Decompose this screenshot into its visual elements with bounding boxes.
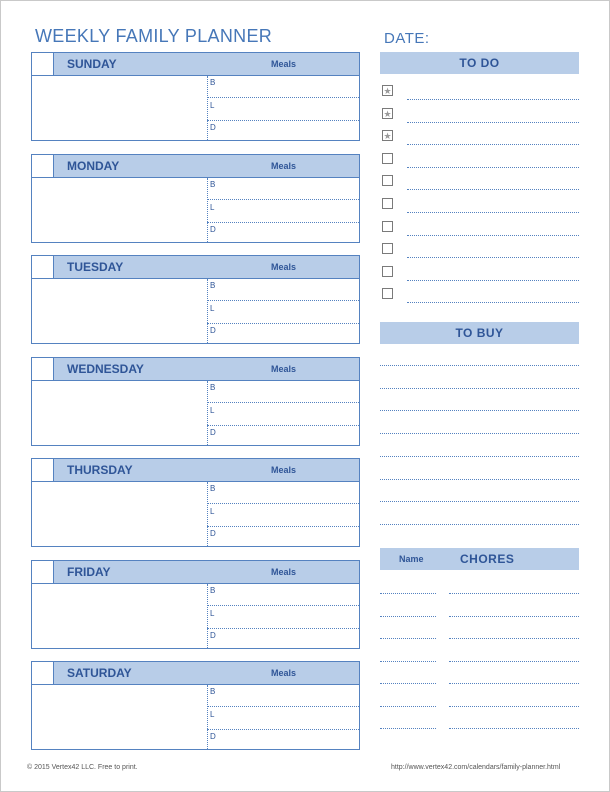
to-buy-line[interactable]	[380, 433, 579, 434]
todo-item[interactable]	[380, 240, 579, 258]
meal-letter: D	[210, 529, 216, 538]
chore-task-line[interactable]	[449, 706, 579, 707]
meals-label: Meals	[271, 567, 297, 577]
day-header	[32, 53, 359, 76]
meal-letter: B	[210, 484, 216, 493]
day-block-sunday	[31, 52, 360, 141]
chore-name-line[interactable]	[380, 728, 436, 729]
chore-task-line[interactable]	[449, 616, 579, 617]
meal-letter: B	[210, 78, 216, 87]
todo-line	[407, 167, 579, 168]
todo-line	[407, 212, 579, 213]
meal-row[interactable]	[207, 201, 359, 223]
meal-row[interactable]	[207, 685, 359, 707]
meal-letter: L	[210, 101, 215, 110]
meal-letter: L	[210, 203, 215, 212]
to-buy-line[interactable]	[380, 456, 579, 457]
meal-row[interactable]	[207, 730, 359, 752]
meal-row[interactable]	[207, 279, 359, 301]
meal-letter: B	[210, 687, 216, 696]
page-title: WEEKLY FAMILY PLANNER	[35, 26, 273, 46]
todo-title: TO DO	[459, 56, 500, 70]
meal-row[interactable]	[207, 607, 359, 629]
meal-letter: B	[210, 281, 216, 290]
todo-line	[407, 302, 579, 303]
meal-letter: B	[210, 180, 216, 189]
todo-item[interactable]	[380, 127, 579, 145]
todo-header	[380, 52, 579, 74]
meal-row[interactable]	[207, 178, 359, 200]
meal-line	[207, 605, 359, 606]
meal-line	[207, 300, 359, 301]
chore-task-line[interactable]	[449, 638, 579, 639]
checkbox-icon[interactable]	[382, 175, 393, 186]
meal-letter: D	[210, 631, 216, 640]
day-tab	[32, 459, 54, 481]
meals-label: Meals	[271, 262, 297, 272]
todo-item[interactable]	[380, 263, 579, 281]
todo-item[interactable]	[380, 195, 579, 213]
todo-item[interactable]	[380, 105, 579, 123]
todo-line	[407, 122, 579, 123]
day-header	[32, 459, 359, 482]
meal-letter: D	[210, 123, 216, 132]
to-buy-line[interactable]	[380, 524, 579, 525]
todo-line	[407, 144, 579, 145]
todo-item[interactable]	[380, 285, 579, 303]
day-name: WEDNESDAY	[67, 362, 144, 376]
chores-title: CHORES	[460, 552, 515, 566]
todo-line	[407, 280, 579, 281]
meals-label: Meals	[271, 364, 297, 374]
chore-name-line[interactable]	[380, 638, 436, 639]
meal-line	[207, 503, 359, 504]
meals-label: Meals	[271, 161, 297, 171]
todo-line	[407, 189, 579, 190]
day-header	[32, 358, 359, 381]
day-header	[32, 155, 359, 178]
meal-row[interactable]	[207, 584, 359, 606]
meal-line	[207, 402, 359, 403]
chore-name-line[interactable]	[380, 661, 436, 662]
checkbox-icon[interactable]	[382, 198, 393, 209]
meal-letter: D	[210, 428, 216, 437]
todo-line	[407, 99, 579, 100]
todo-line	[407, 235, 579, 236]
day-block-thursday	[31, 458, 360, 547]
meal-line	[207, 706, 359, 707]
meal-row[interactable]	[207, 381, 359, 403]
day-name: SATURDAY	[67, 666, 132, 680]
to-buy-line[interactable]	[380, 410, 579, 411]
todo-item[interactable]	[380, 218, 579, 236]
meal-row[interactable]	[207, 629, 359, 651]
meal-row[interactable]	[207, 76, 359, 98]
day-header	[32, 662, 359, 685]
date-label: DATE:	[384, 30, 430, 47]
meal-row[interactable]	[207, 482, 359, 504]
day-block-wednesday	[31, 357, 360, 446]
meal-letter: B	[210, 383, 216, 392]
meals-label: Meals	[271, 59, 297, 69]
star-icon[interactable]: ★	[383, 108, 392, 119]
day-name: TUESDAY	[67, 260, 124, 274]
day-tab	[32, 155, 54, 177]
meal-letter: L	[210, 304, 215, 313]
meal-row[interactable]	[207, 527, 359, 549]
to-buy-line[interactable]	[380, 365, 579, 366]
day-header	[32, 256, 359, 279]
footer-url[interactable]: http://www.vertex42.com/calendars/family-planner.html	[391, 764, 561, 771]
checkbox-icon[interactable]	[382, 153, 393, 164]
meal-letter: D	[210, 732, 216, 741]
todo-item[interactable]	[380, 82, 579, 100]
meal-line	[207, 97, 359, 98]
chore-task-line[interactable]	[449, 728, 579, 729]
chore-task-line[interactable]	[449, 661, 579, 662]
checkbox-icon[interactable]	[382, 221, 393, 232]
day-tab	[32, 256, 54, 278]
todo-line	[407, 257, 579, 258]
meal-row[interactable]	[207, 223, 359, 245]
meal-row[interactable]	[207, 505, 359, 527]
chores-header	[380, 548, 579, 570]
meals-label: Meals	[271, 668, 297, 678]
day-block-tuesday	[31, 255, 360, 344]
day-block-monday	[31, 154, 360, 243]
star-icon[interactable]: ★	[383, 131, 392, 142]
day-tab	[32, 358, 54, 380]
meal-letter: L	[210, 710, 215, 719]
day-name: THURSDAY	[67, 463, 133, 477]
meal-row[interactable]	[207, 426, 359, 448]
chore-name-line[interactable]	[380, 683, 436, 684]
checkbox-icon[interactable]	[382, 288, 393, 299]
day-block-friday	[31, 560, 360, 649]
chore-name-line[interactable]	[380, 593, 436, 594]
chore-name-line[interactable]	[380, 616, 436, 617]
meal-letter: L	[210, 406, 215, 415]
to-buy-line[interactable]	[380, 388, 579, 389]
chore-task-line[interactable]	[449, 593, 579, 594]
meal-row[interactable]	[207, 324, 359, 346]
todo-item[interactable]	[380, 150, 579, 168]
checkbox-icon[interactable]	[382, 266, 393, 277]
meal-row[interactable]	[207, 99, 359, 121]
meal-letter: L	[210, 609, 215, 618]
meal-letter: L	[210, 507, 215, 516]
meal-row[interactable]	[207, 708, 359, 730]
chores-name-label: Name	[399, 554, 424, 564]
meal-letter: D	[210, 225, 216, 234]
day-name: FRIDAY	[67, 565, 111, 579]
meal-row[interactable]	[207, 121, 359, 143]
checkbox-icon[interactable]	[382, 243, 393, 254]
day-name: SUNDAY	[67, 57, 117, 71]
day-tab	[32, 53, 54, 75]
meal-line	[207, 199, 359, 200]
day-header	[32, 561, 359, 584]
chore-name-line[interactable]	[380, 706, 436, 707]
todo-item[interactable]	[380, 172, 579, 190]
to-buy-title: TO BUY	[455, 326, 504, 340]
meal-letter: D	[210, 326, 216, 335]
meal-letter: B	[210, 586, 216, 595]
to-buy-header	[380, 322, 579, 344]
day-name: MONDAY	[67, 159, 120, 173]
to-buy-line[interactable]	[380, 501, 579, 502]
meals-label: Meals	[271, 465, 297, 475]
day-tab	[32, 561, 54, 583]
meal-row[interactable]	[207, 302, 359, 324]
meal-row[interactable]	[207, 404, 359, 426]
day-tab	[32, 662, 54, 684]
star-icon[interactable]: ★	[383, 86, 392, 96]
to-buy-line[interactable]	[380, 479, 579, 480]
footer-copyright: © 2015 Vertex42 LLC. Free to print.	[27, 764, 138, 771]
day-block-saturday	[31, 661, 360, 750]
chore-task-line[interactable]	[449, 683, 579, 684]
